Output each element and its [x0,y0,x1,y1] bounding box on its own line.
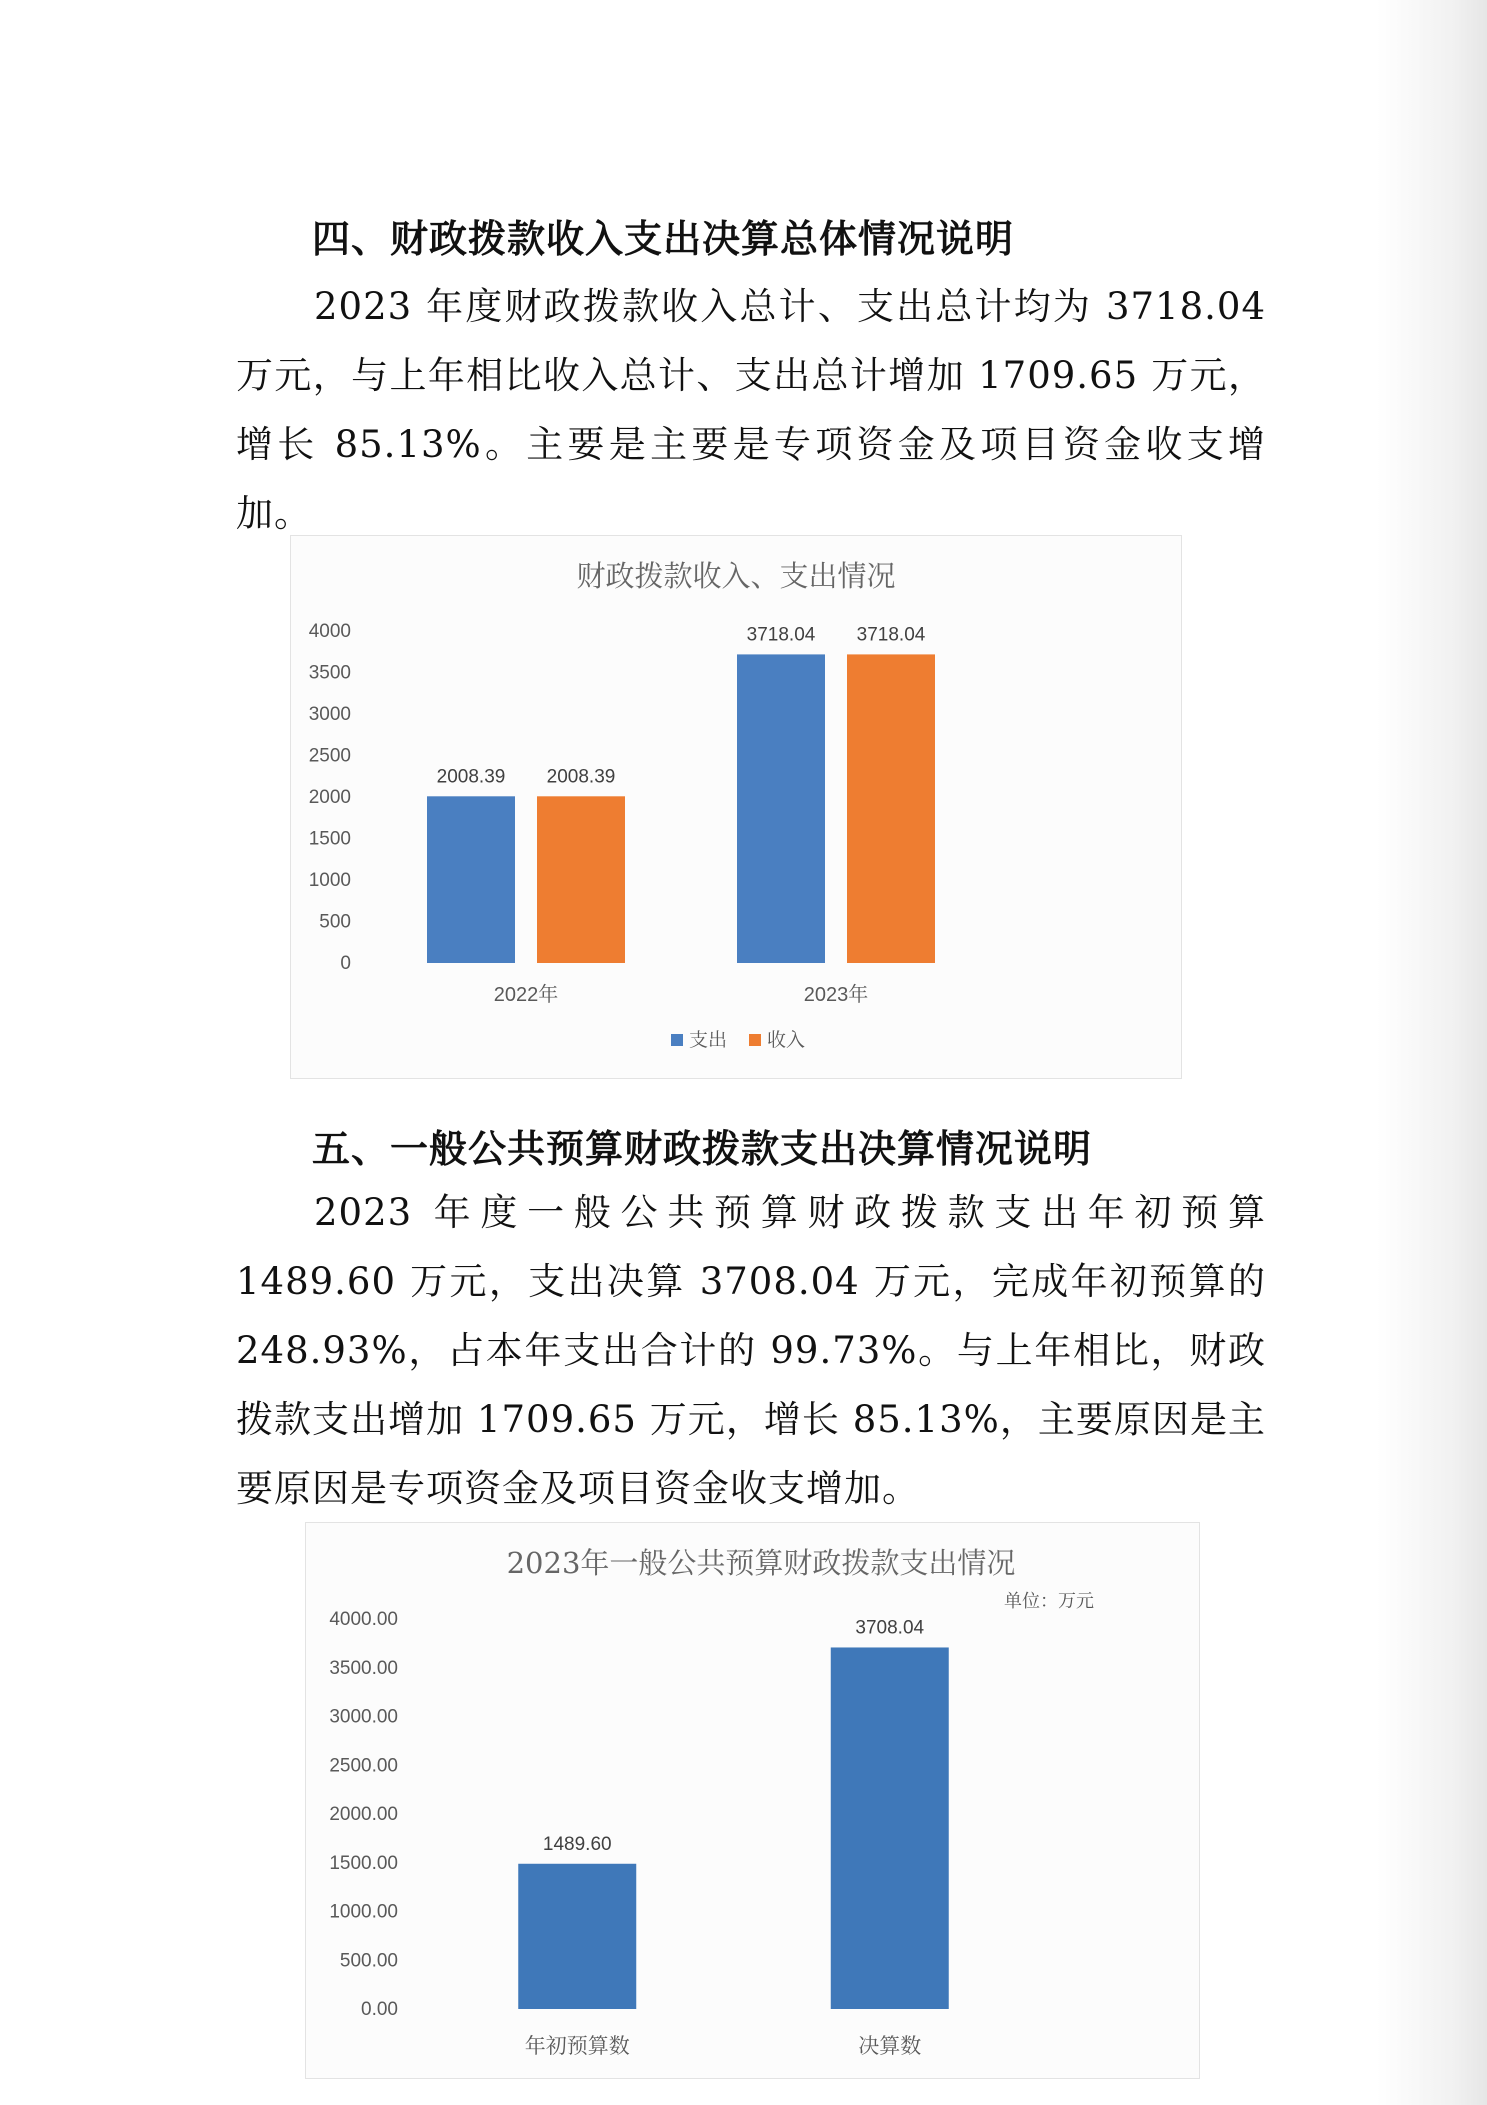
chart1-data-label: 3718.04 [856,624,926,646]
chart2-ytick-label: 2000.00 [329,1804,398,1825]
chart1-legend-label: 收入 [767,1030,806,1051]
chart2-ytick-label: 2500.00 [329,1755,398,1777]
chart1-ytick-label: 4000 [308,621,351,642]
chart2-ytick-label: 3000.00 [329,1706,398,1728]
chart2-ytick-label: 3500.00 [329,1657,398,1679]
chart1-ytick-label: 0 [340,953,351,974]
chart1-data-label: 3718.04 [746,624,816,646]
chart2-bar [831,1647,949,2009]
chart1-legend-swatch [671,1034,683,1046]
chart2-bar [518,1864,636,2009]
section4-paragraph: 2023 年度财政拨款收入总计、支出总计均为 3718.04 万元，与上年相比收入总计、支出总计增加 1709.65 万元，增长 85.13%。主要是主要是专项资金及项目资金收支增加。 [236,285,1266,535]
section4-heading: 四、财政拨款收入支出决算总体情况说明 [312,217,1015,261]
chart1-title: 财政拨款收入、支出情况 [576,559,896,593]
chart2-frame [305,1522,1200,2079]
chart2-category-label: 年初预算数 [524,2035,630,2058]
chart2-svg [306,1523,1199,2078]
chart2-ytick-label: 1500.00 [329,1852,398,1874]
chart1-ytick-label: 2000 [308,787,351,808]
chart2-ytick-label: 4000.00 [329,1609,398,1630]
chart1-legend-swatch [749,1034,761,1046]
chart1-ytick-label: 3000 [308,704,351,725]
chart2-ytick-label: 0.00 [361,1999,398,2020]
chart1-data-label: 2008.39 [546,766,616,788]
chart1-ytick-label: 1000 [308,870,351,891]
chart1-ytick-label: 2500 [308,745,351,767]
section5-paragraph: 2023 年度一般公共预算财政拨款支出年初预算 1489.60 万元，支出决算 3708.04 万元，完成年初预算的 248.93%，占本年支出合计的 99.73%。与上年相比，财政拨款支出增加 1709.65 万元，增长 85.13%，主要原因是主要原因是专项资金及项目资金收支增加。 [236,1191,1266,1510]
chart2-category-label: 决算数 [858,2035,922,2058]
chart1-legend-label: 支出 [689,1030,728,1051]
chart1-ytick-label: 1500 [308,828,351,850]
chart2-title: 2023年一般公共预算财政拨款支出情况 [506,1546,1016,1580]
chart1-bar [737,654,825,963]
chart1-ytick-label: 500 [319,911,351,933]
section5-heading: 五、一般公共预算财政拨款支出决算情况说明 [312,1127,1093,1171]
chart2-ytick-label: 1000.00 [329,1901,398,1923]
chart1-category-label: 2022年 [493,984,559,1006]
chart2-data-label: 1489.60 [542,1833,612,1855]
chart2-data-label: 3708.04 [855,1617,925,1639]
chart1-bar [537,796,625,963]
chart1-ytick-label: 3500 [308,662,351,684]
chart1-category-label: 2023年 [803,984,869,1006]
chart2-unit-note: 单位：万元 [1004,1591,1094,1612]
chart1-data-label: 2008.39 [436,766,506,788]
chart1-bar [847,654,935,963]
chart1-svg [291,536,1181,1078]
chart1-bar [427,796,515,963]
chart2-ytick-label: 500.00 [339,1950,398,1972]
chart1-frame [290,535,1182,1079]
